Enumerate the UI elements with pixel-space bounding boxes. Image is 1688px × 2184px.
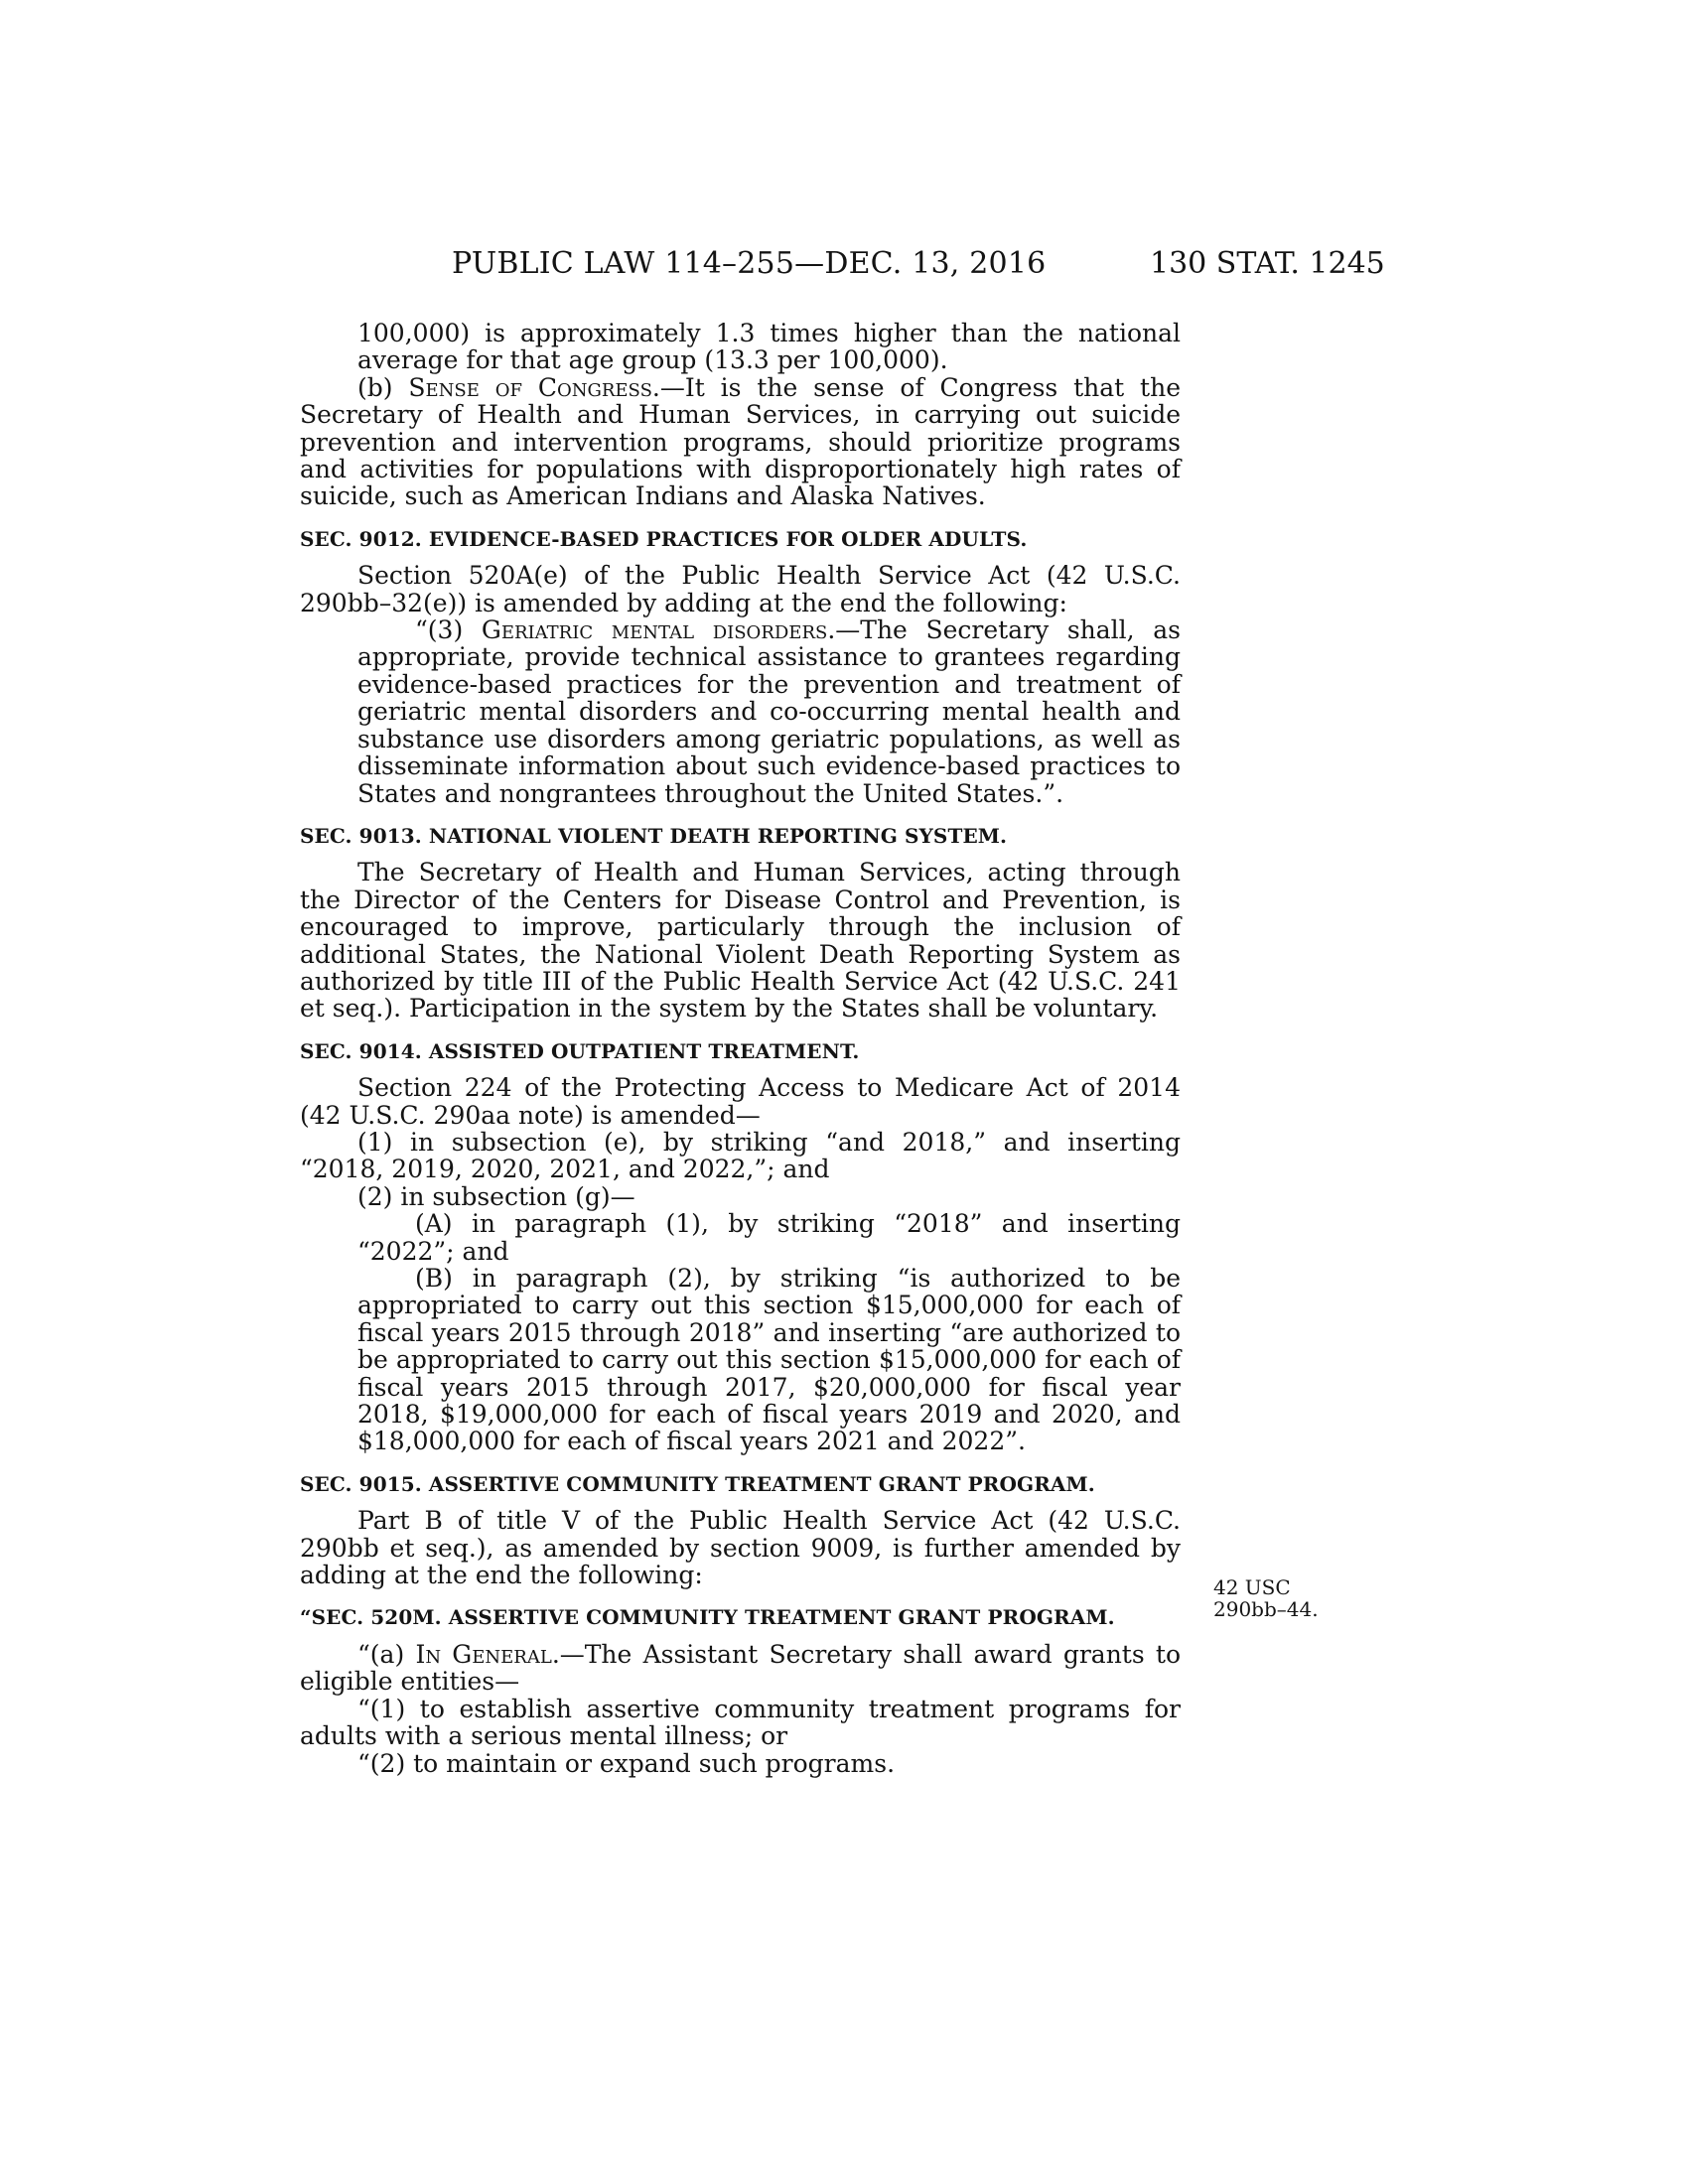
- paragraph-continuation: 100,000) is approximately 1.3 times higher than the national average for that age group (13.3 per 100,000).: [357, 319, 1181, 375]
- margin-citation: [1213, 1576, 1333, 1620]
- paragraph-marker: “(a): [357, 1639, 416, 1669]
- section-heading-9015: SEC. 9015. ASSERTIVE COMMUNITY TREATMENT GRANT PROGRAM.: [300, 1471, 1095, 1496]
- quoted-paragraph-geriatric: [300, 616, 1181, 807]
- document-body: [300, 320, 1181, 1777]
- paragraph-text: .—The Secretary shall, as appropriate, provide technical assistance to grantees regarding evidence-based practices for the prevention and treatment of geriatric mental disorders and co-occurring mental health and substance use disorders among geriatric populations, as well as disseminate information about such evidence-based practices to States and nongrantees throughout the United States.”.: [357, 615, 1182, 808]
- section-heading-9013: SEC. 9013. NATIONAL VIOLENT DEATH REPORTING SYSTEM.: [300, 823, 1008, 848]
- paragraph-marker: (b): [357, 372, 409, 402]
- list-item-9014-1: (1) in subsection (e), by striking “and 2018,” and inserting “2018, 2019, 2020, 2021, and 2022,”; and: [300, 1127, 1181, 1184]
- running-head: PUBLIC LAW 114–255—DEC. 13, 2016: [452, 246, 1047, 281]
- paragraph-9013: The Secretary of Health and Human Services, acting through the Director of the Centers for Disease Control and Prevention, is encouraged to improve, particularly through the inclusion of additional States, the National Violent Death Reporting System as authorized by title III of the Public Health Service Act (42 U.S.C. 241 et seq.). Participation in the system by the States shall be voluntary.: [300, 858, 1181, 1024]
- paragraph-caption: Sense of Congress: [408, 372, 652, 402]
- paragraph-caption: Geriatric mental disorders: [481, 615, 828, 645]
- list-item-9014-A: (A) in paragraph (1), by striking “2018” and inserting “2022”; and: [357, 1209, 1181, 1266]
- list-item-520m-1: “(1) to establish assertive community treatment programs for adults with a serious mental illness; or: [300, 1694, 1181, 1751]
- section-heading-520m: “SEC. 520M. ASSERTIVE COMMUNITY TREATMENT GRANT PROGRAM.: [300, 1605, 1115, 1630]
- paragraph-caption: In General: [415, 1639, 552, 1669]
- paragraph-9012-amendment: Section 520A(e) of the Public Health Service Act (42 U.S.C. 290bb–32(e)) is amended by adding at the end the following:: [300, 561, 1181, 617]
- section-heading-9014: SEC. 9014. ASSISTED OUTPATIENT TREATMENT.: [300, 1038, 860, 1063]
- margin-citation-line: 42 USC: [1213, 1575, 1291, 1599]
- list-item-9014-2: (2) in subsection (g)—: [357, 1181, 635, 1211]
- paragraph-text: .—It is the sense of Congress that the Secretary of Health and Human Services, in carrying out suicide prevention and intervention programs, should prioritize programs and activities for populations with disproportionately high rates of suicide, such as American Indians and Alaska Natives.: [300, 372, 1182, 511]
- paragraph-9015-amendment: Part B of title V of the Public Health Service Act (42 U.S.C. 290bb et seq.), as amended by section 9009, is further amended by adding at the end the following:: [300, 1506, 1181, 1590]
- list-item-520m-2: “(2) to maintain or expand such programs.: [357, 1748, 896, 1778]
- list-item-9014-B: (B) in paragraph (2), by striking “is authorized to be appropriated to carry out this section $15,000,000 for each of fiscal years 2015 through 2018” and inserting “are authorized to be appropriated to carry out this section $15,000,000 for each of fiscal years 2015 through 2017, $20,000,000 for fiscal year 2018, $19,000,000 for each of fiscal years 2019 and 2020, and $18,000,000 for each of fiscal years 2021 and 2022”.: [357, 1264, 1181, 1456]
- page-number: 130 STAT. 1245: [1150, 246, 1385, 281]
- section-heading-9012: SEC. 9012. EVIDENCE-BASED PRACTICES FOR OLDER ADULTS.: [300, 526, 1028, 551]
- paragraph-marker: “(3): [415, 615, 482, 645]
- paragraph-sense-of-congress: [300, 374, 1181, 510]
- page-header: [0, 246, 1688, 290]
- paragraph-520m-a: [300, 1641, 1181, 1696]
- margin-citation-line: 290bb–44.: [1213, 1597, 1319, 1621]
- paragraph-9014-amendment: Section 224 of the Protecting Access to Medicare Act of 2014 (42 U.S.C. 290aa note) is amended—: [300, 1073, 1181, 1130]
- paragraph-text: .—The Assistant Secretary shall award grants to eligible entities—: [300, 1639, 1182, 1697]
